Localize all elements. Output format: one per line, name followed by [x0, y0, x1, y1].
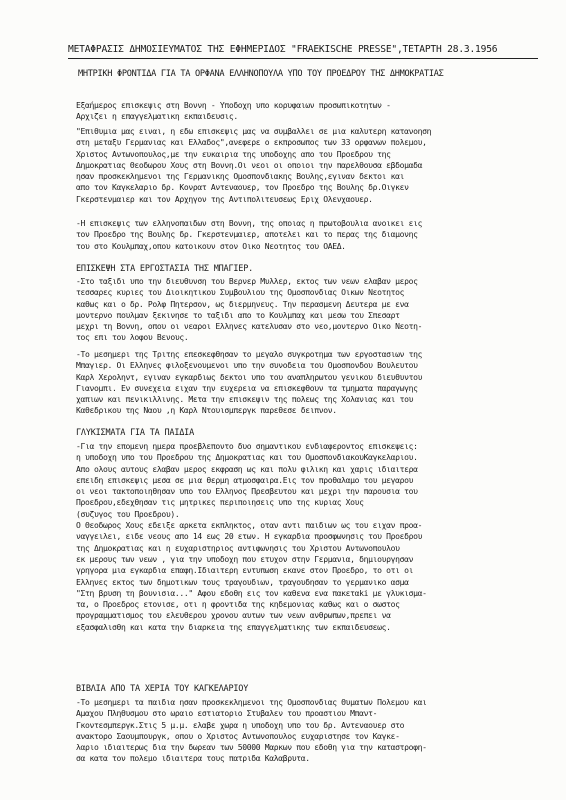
text-line: -Το μεσημερι της Τριτης επεσκεφθησαν το μεγαλο συγκροτημα των εργοστασιων της: [76, 350, 423, 359]
text-line: χαπιων και πενικιλλινης. Μετα την επισκεψιν της πολεως της Χολανιας και του: [76, 395, 414, 405]
section-heading-books: ΒΙΒΛΙΑ ΑΠΟ ΤΑ ΧΕΡΙΑ ΤΟΥ ΚΑΓΚΕΛΑΡΙΟΥ: [76, 684, 249, 694]
text-line: -Για την επομενη ημερα προεβλεποντο δυο σημαντικου ενδιαφεροντος επισκεψεις:: [76, 442, 418, 451]
text-line: ησαν προσκεκλημενοι της Γερμανικης Ομοσπονδιακης Βουλης,εγιναν δεκτοι και: [76, 172, 405, 182]
text-line: Γιανομπι. Εν συνεχεια ειχαν την ευχερεια να επισκεφθουν τα τμηματα παραγωγης: [76, 383, 418, 393]
document-header: ΜΕΤΑΦΡΑΣΙΣ ΔΗΜΟΣΙΕΥΜΑΤΟΣ ΤΗΣ ΕΦΗΜΕΡΙΔΟΣ "FRAEKISCHE PRESSE",ΤΕΤΑΡΤΗ 28.3.1956: [68, 44, 498, 55]
document-title: ΜΗΤΡΙΚΗ ΦΡΟΝΤΙΔΑ ΓΙΑ ΤΑ ΟΡΦΑΝΑ ΕΛΛΗΝΟΠΟΥΛΑ ΥΠΟ ΤΟΥ ΠΡΟΕΔΡΟΥ ΤΗΣ ΔΗΜΟΚΡΑΤΙΑΣ: [78, 69, 444, 79]
text-line: Εξαήμερος επισκεψις στη Βοννη - Υποδοχη υπο κορυφαιων προσωπικοτητων -: [76, 101, 391, 110]
text-line: Προεδρου,εδεχθησαν τις μητρικες περιποιησεις υπο της κυριας Χους: [76, 498, 364, 508]
text-line: του στο Κουλμπαχ,οπου κατοικουν στον Οικο Νεοτητος του ΟΑΕΔ.: [76, 241, 346, 251]
text-line: (συζυγος του Προεδρου).: [76, 509, 180, 519]
text-line: -Στο ταξιδι υπο την διευθυνση του Βερνερ Μυλλερ, εκτος των νεων ελαβαν μερος: [76, 277, 418, 286]
text-line: μοντερνο πουλμαν ξεκινησε το ταξιδι απο το Κουλμπαχ και μεσω του Σπεσαρτ: [76, 310, 400, 320]
text-line: οι νεοι τακτοποιηθησαν υπο του Ελληνος Πρεσβευτου και μεχρι την παρουσια του: [76, 487, 418, 497]
text-line: Αρχιζει η επαγγελματικη εκπαιδευσις.: [76, 112, 238, 122]
text-line: τος επι του λοφου Βενους.: [76, 333, 189, 343]
text-line: Καρλ Χεροληντ, εγιναν εγκαρδιως δεκτοι υπο του αναπληρωτου γενικου διευθυντου: [76, 372, 423, 382]
paragraph-1: [76, 126, 546, 205]
paragraph-4: [76, 349, 546, 417]
text-line: τον Προεδρο της Βουλης δρ. Γκερστενμαιερ, αποτελει και το περας της διαμονης: [76, 230, 418, 240]
text-line: καθως και ο δρ. Ρολφ Πητερσον, ως διερμηνευς. Την περασμενη Δευτερα με ενα: [76, 299, 409, 309]
text-line: επειδη επισκεψις μεσα σε μια θερμη ατμοσφαιρα.Εις τον προθαλαμο του μεγαρου: [76, 475, 414, 485]
text-line: Ο Θεοδωρος Χους εδειξε αρκετα εκπληκτος, οταν αντι παιδιων ως του ειχαν προα-: [76, 521, 423, 531]
paragraph-6: [76, 697, 546, 765]
text-line: Μπαγιερ. Οι Ελληνες φιλοξενουμενοι υπο την συνοδεια του Ομοσπονδου Βουλευτου: [76, 361, 418, 371]
text-line: Δημοκρατιας Θεοδωρου Χους στη Βοννη.Οι νεοι οι οποιοι την παρελθουσα εβδομαδα: [76, 160, 423, 170]
text-line: Ελληνες εκτος των δημοτικων τους τραγουδιων, τραγουδησαν το γερμανικο ασμα: [76, 577, 409, 587]
text-line: απο τον Καγκελαριο δρ. Κονρατ Αντεναουερ, τον Προεδρο της Βουλης δρ.Οιγκεν: [76, 183, 409, 193]
intro-paragraph: [76, 100, 546, 123]
text-line: Γκοντεσμπεργκ.Στις 5 μ.μ. ελαβε χωρα η υποδοχη υπο του δρ. Αντεναουερ στο: [76, 720, 405, 730]
text-line: "Επιθυμια μας ειναι, η εδω επισκεψις μας να συμβαλλει σε μια καλυτερη κατανοηση: [76, 127, 432, 136]
paragraph-3: [76, 276, 546, 344]
text-line: της Δημοκρατιας και η ευχαριστηριος αντιφωνησις του Χριστου Αντωνοπουλου: [76, 543, 400, 553]
paragraph-2: [76, 218, 546, 252]
text-line: εξασφαλισθη και κατα την διαρκεια της επαγγελματικης των εκπαιδευσεως.: [76, 622, 391, 632]
text-line: γρηγορα μια εγκαρδια επαφη.Ιδιαιτερη εντυπωση εκανε στον Προεδρο, το οτι οι: [76, 566, 414, 576]
text-line: τεσσαρες κυριες του Διοικητικου Συμβουλιου της Ομοσπονδιας Οικων Νεοτητος: [76, 288, 405, 298]
text-line: σα κατα τον πολεμο ιδιαιτερα τους πατριδα Καλαβρυτα.: [76, 754, 310, 764]
text-line: "Στη βρυση τη βουνισια..." Αφου εδοθη εις τον καθενα ενα πακεταki με γλυκισμα-: [76, 588, 427, 598]
text-line: Γκερστενμαιερ και τον Αρχηγον της Αντιπολιτευσεως Εριχ Ολενχαουερ.: [76, 194, 373, 204]
paragraph-5: [76, 441, 546, 633]
text-line: στη μεταξυ Γερμανιας και Ελλαδος",ανεφερε ο εκπροσωπος των 33 ορφανων πολεμου,: [76, 138, 427, 148]
text-line: Χριστος Αντωνοπουλος,με την ευκαιρια της υποδοχης απο του Προεδρου της: [76, 149, 391, 159]
text-line: λαριο ιδιαιτερως δια την δωρεαν των 50000 Μαρκων που εδοθη για την καταστροφη-: [76, 743, 427, 753]
text-line: η υποδοχη υπο του Προεδρου της Δημοκρατιας και του ΟμοσπονδιακουΚαγκελαριου.: [76, 453, 418, 463]
text-line: Αμαχου Πληθυσμου στο ωραιο εστιατοριο Στυβαλεν του προαστιου Μπαντ-: [76, 709, 378, 719]
text-line: Απο ολους αυτους ελαβαν μερος εκφραση ως και πολυ φιλικη και χαρις ιδιαιτερα: [76, 464, 418, 474]
text-line: -Η επισκεψις των ελληνοπαιδων στη Βοννη, της οποιας η πρωτοβουλια ανοικει εις: [76, 219, 423, 228]
text-line: ανακτορο Σαουμπουργκ, οπου ο Χριστος Αντωνοπουλος ευχαριστησε τον Καγκε-: [76, 731, 400, 741]
text-line: Καθεδρικου της Ναου ,η Καρλ Ντουισμπεργκ παρεθεσε δειπνον.: [76, 406, 337, 416]
text-line: μεχρι τη Βοννη, οπου οι νεαροι Ελληνες κατελυσαν στο νεο,μοντερνο Οικο Νεοτη-: [76, 322, 423, 332]
text-line: ναγγειλει, ειδε νεους απο 14 εως 20 ετων. Η εγκαρδια προσφωνησις του Προεδρου: [76, 532, 423, 542]
header-rule: [68, 58, 538, 59]
section-heading-sweets: ΓΛΥΚΙΣΜΑΤΑ ΓΙΑ ΤΑ ΠΑΙΔΙΑ: [76, 428, 195, 438]
section-heading-bayer: ΕΠΙΣΚΕΨΗ ΣΤΑ ΕΡΓΟΣΤΑΣΙΑ ΤΗΣ ΜΠΑΓΙΕΡ.: [76, 264, 254, 274]
text-line: εκ μερους των νεων , για την υποδοχη που ετυχον στην Γερμανια, δημιουργησαν: [76, 554, 414, 564]
text-line: -Το μεσημερι τα παιδια ησαν προσκεκλημενοι της Ομοσπονδιας Θυματων Πολεμου και: [76, 698, 427, 707]
text-line: προγραμματισμος του ελευθερου χρονου αυτων των νεων ανθρωπων,πρεπει να: [76, 611, 391, 621]
text-line: τα, ο Προεδρος ετονισε, οτι η φροντιδα της κηδεμονιας καθως και ο σωστος: [76, 600, 400, 610]
